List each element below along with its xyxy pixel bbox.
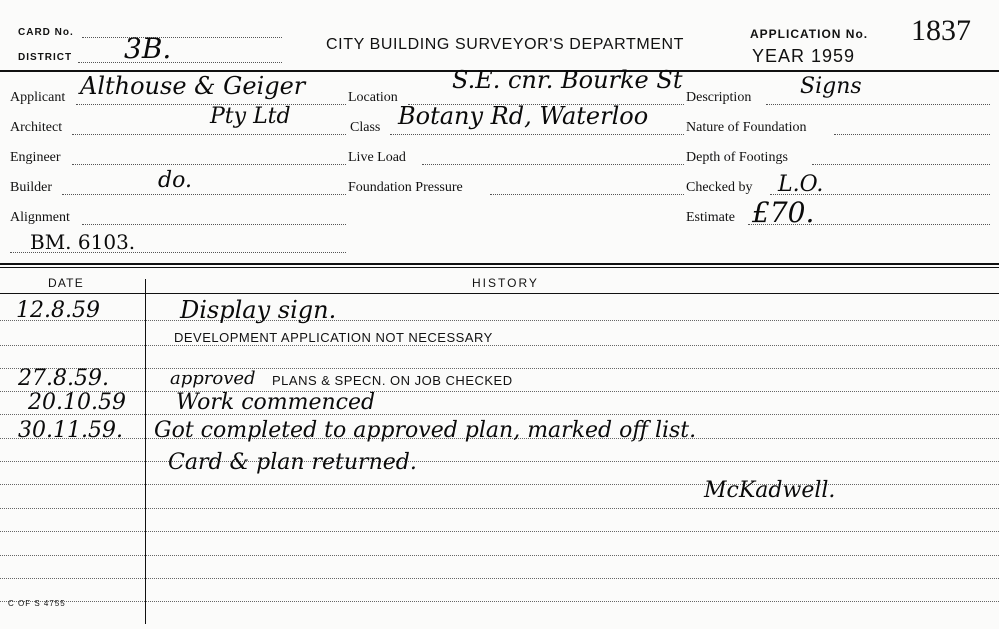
district-value: 3B. (124, 32, 172, 65)
history-line (0, 345, 999, 346)
date-column-divider (145, 279, 146, 624)
entry-date: 12.8.59 (16, 298, 100, 323)
architect-label: Architect (10, 120, 63, 135)
nature-label: Nature of Foundation (686, 120, 807, 135)
nature-line (834, 134, 990, 135)
history-line (0, 508, 999, 509)
description-label: Description (686, 90, 752, 105)
history-header-rule (0, 293, 999, 294)
history-line (0, 320, 999, 321)
history-line (0, 461, 999, 462)
entry-stamp: PLANS & SPECN. ON JOB CHECKED (272, 373, 513, 388)
history-line (0, 555, 999, 556)
alignment-line (82, 224, 346, 225)
foundation-pressure-line (490, 194, 684, 195)
card-no-label: CARD No. (18, 27, 74, 38)
entry-date: 20.10.59 (28, 390, 126, 415)
description-line (766, 104, 990, 105)
form-code: C OF S 4755 (8, 599, 66, 608)
year-label: YEAR 1959 (752, 46, 856, 66)
history-line (0, 368, 999, 369)
builder-line (62, 194, 346, 195)
alignment-line-2 (10, 252, 346, 253)
class-label: Class (350, 120, 381, 135)
applicant-value: Althouse & Geiger (80, 72, 306, 100)
foundation-pressure-label: Foundation Pressure (348, 180, 463, 195)
history-line (0, 391, 999, 392)
history-header: HISTORY (472, 276, 539, 290)
entry-text: Got completed to approved plan, marked off list. (154, 418, 697, 443)
architect-line (72, 134, 346, 135)
engineer-line (72, 164, 346, 165)
checked-value: L.O. (778, 172, 824, 197)
depth-label: Depth of Footings (686, 150, 788, 165)
applicant-label: Applicant (10, 90, 66, 105)
entry-stamp: DEVELOPMENT APPLICATION NOT NECESSARY (174, 330, 493, 345)
alignment-value: BM. 6103. (30, 230, 136, 254)
builder-label: Builder (10, 180, 52, 195)
architect-value: Pty Ltd (210, 104, 291, 129)
estimate-value: £70. (752, 196, 815, 229)
application-number: 1837 (911, 14, 971, 47)
signature: McKadwell. (704, 478, 836, 503)
entry-text: Work commenced (176, 390, 376, 415)
entry-text: Card & plan returned. (168, 450, 417, 475)
application-no-label: APPLICATION No. (750, 27, 869, 41)
entry-date: 30.11.59. (18, 418, 123, 443)
history-line (0, 531, 999, 532)
estimate-label: Estimate (686, 210, 735, 225)
history-line (0, 414, 999, 415)
live-load-line (422, 164, 684, 165)
location-label: Location (348, 90, 398, 105)
department-title: CITY BUILDING SURVEYOR'S DEPARTMENT (326, 36, 685, 53)
date-header: DATE (48, 276, 84, 290)
history-rule-top (0, 263, 999, 265)
entry-text: Display sign. (180, 296, 337, 324)
history-line (0, 484, 999, 485)
district-label: DISTRICT (18, 52, 73, 63)
description-value: Signs (800, 74, 862, 99)
class-value: Botany Rd, Waterloo (398, 102, 649, 130)
history-line (0, 601, 999, 602)
depth-line (812, 164, 990, 165)
entry-date: 27.8.59. (18, 366, 109, 391)
entry-prefix: approved (170, 368, 256, 389)
card-no-line (82, 37, 282, 38)
district-line (78, 62, 282, 63)
checked-label: Checked by (686, 180, 753, 195)
history-line (0, 578, 999, 579)
builder-value: do. (158, 168, 192, 193)
alignment-label: Alignment (10, 210, 70, 225)
class-line (390, 134, 684, 135)
engineer-label: Engineer (10, 150, 61, 165)
location-value: S.E. cnr. Bourke St (452, 66, 683, 94)
live-load-label: Live Load (348, 150, 406, 165)
history-rule-top-2 (0, 267, 999, 268)
